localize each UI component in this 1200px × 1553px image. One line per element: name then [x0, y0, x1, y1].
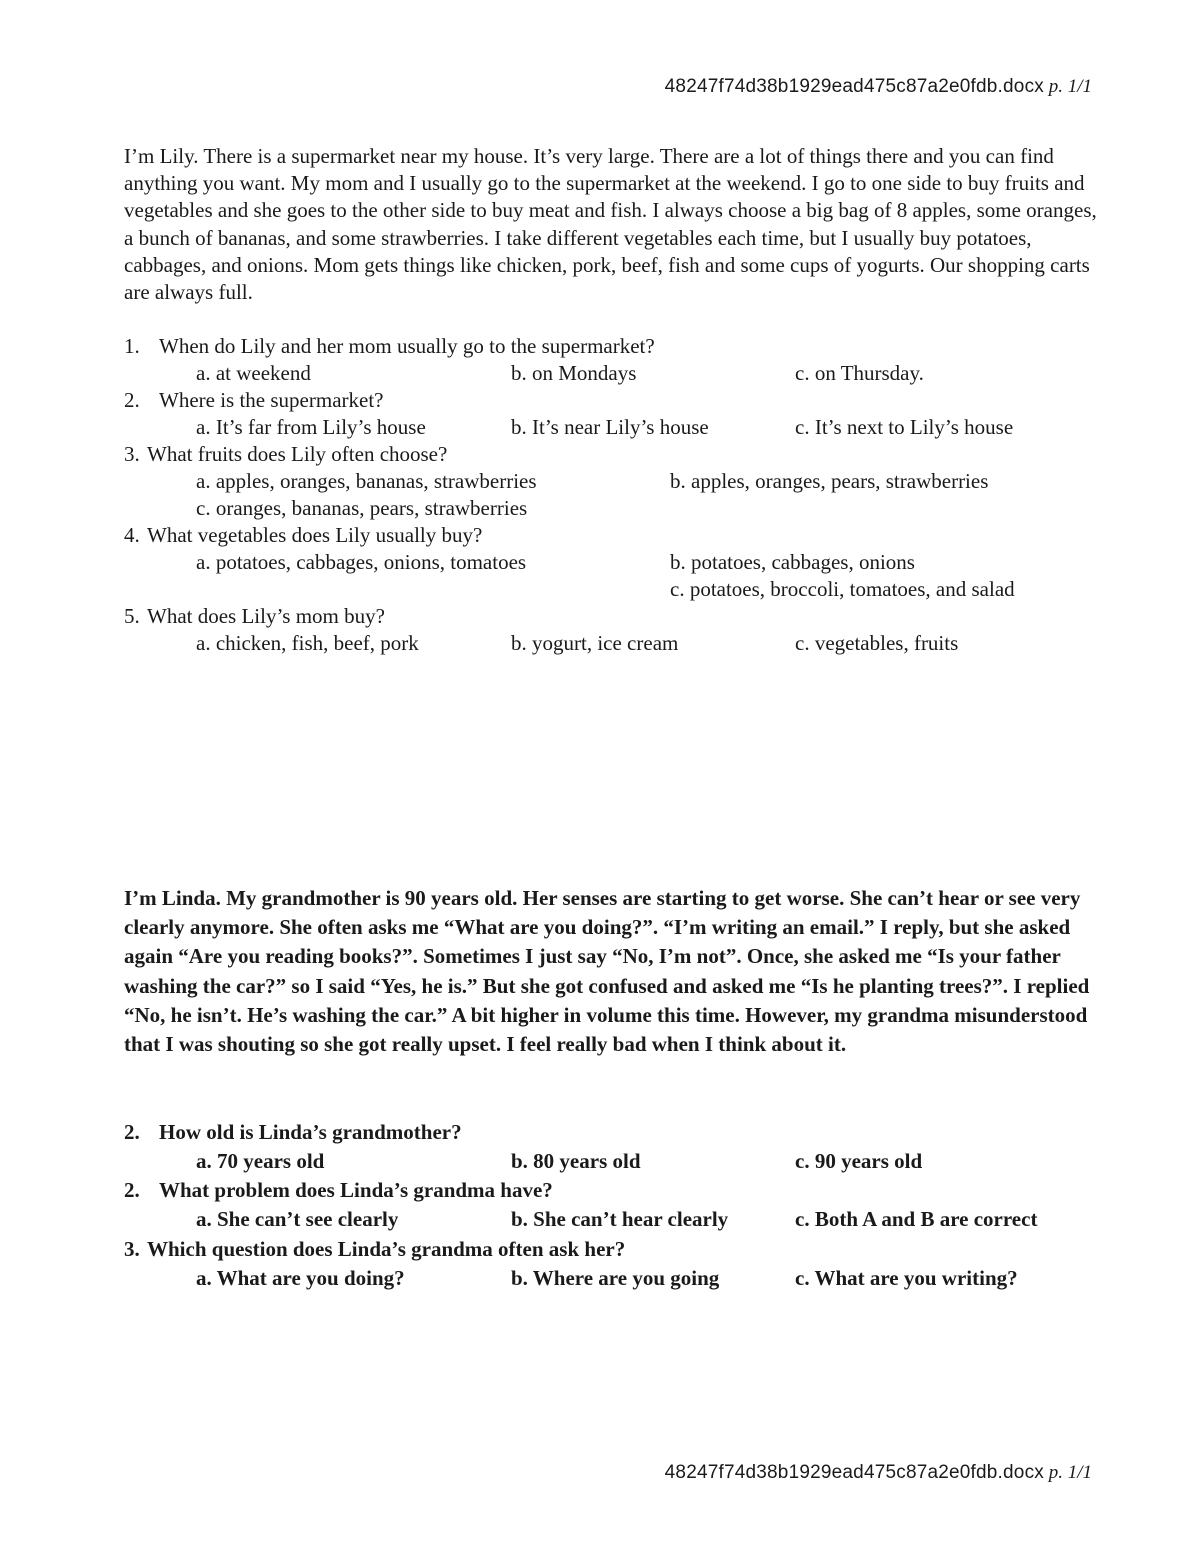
option-b: b. apples, oranges, pears, strawberries	[670, 469, 989, 493]
question-text: What does Lily’s mom buy?	[147, 604, 385, 628]
question-number: 4.	[124, 523, 140, 547]
option-c: c. on Thursday.	[795, 361, 924, 385]
option-a: a. 70 years old	[196, 1149, 325, 1173]
question-4	[124, 523, 482, 548]
question-number: 5.	[124, 604, 140, 628]
option-a: a. potatoes, cabbages, onions, tomatoes	[196, 550, 527, 574]
question-3	[124, 1237, 625, 1262]
option-b: b. 80 years old	[511, 1149, 641, 1173]
option-b: b. It’s near Lily’s house	[511, 415, 709, 439]
page-header	[665, 76, 1092, 98]
option-a: a. apples, oranges, bananas, strawberries	[196, 469, 537, 493]
option-c: c. What are you writing?	[795, 1266, 1018, 1290]
question-text: Which question does Linda’s grandma often ask her?	[147, 1237, 626, 1261]
option-b: b. She can’t hear clearly	[511, 1207, 729, 1231]
question-number: 2.	[124, 1178, 140, 1202]
question-1	[124, 334, 655, 359]
option-a: a. What are you doing?	[196, 1266, 405, 1290]
question-1	[124, 1120, 462, 1145]
header-page-number: p. 1/1	[1048, 76, 1092, 97]
question-text: How old is Linda’s grandmother?	[159, 1120, 462, 1144]
option-c: c. vegetables, fruits	[795, 631, 959, 655]
option-c: c. Both A and B are correct	[795, 1207, 1038, 1231]
question-text: Where is the supermarket?	[159, 388, 384, 412]
question-2	[124, 1178, 553, 1203]
question-text: What vegetables does Lily usually buy?	[147, 523, 483, 547]
question-3	[124, 442, 447, 467]
reading-passage-linda: I’m Linda. My grandmother is 90 years old. Her senses are starting to get worse. She can’t hear or see very clearly anymore. She often asks me “What are you doing?”. “I’m writing an email.” I reply, but she asked again “Are you reading books?”. Sometimes I just say “No, I’m not”. Once, she asked me “Is your father washing the car?” so I said “Yes, he is.” But she got confused and asked me “Is he planting trees?”. I replied “No, he isn’t. He’s washing the car.” A bit higher in volume this time. However, my grandma misunderstood that I was shouting so she got really upset. I feel really bad when I think about it.	[124, 886, 1090, 1057]
reading-passage-lily: I’m Lily. There is a supermarket near my house. It’s very large. There are a lot of things there and you can find anything you want. My mom and I usually go to the supermarket at the weekend. I go to one side to buy fruits and vegetables and she goes to the other side to buy meat and fish. I always choose a big bag of 8 apples, some oranges, a bunch of bananas, and some strawberries. I take different vegetables each time, but I usually buy potatoes, cabbages, and onions. Mom gets things like chicken, pork, beef, fish and some cups of yogurts. Our shopping carts are always full.	[124, 144, 1097, 305]
question-2	[124, 388, 383, 413]
footer-page-number: p. 1/1	[1048, 1462, 1092, 1483]
option-a: a. It’s far from Lily’s house	[196, 415, 426, 439]
question-text: What fruits does Lily often choose?	[147, 442, 448, 466]
option-c: c. 90 years old	[795, 1149, 923, 1173]
option-b: b. potatoes, cabbages, onions	[670, 550, 915, 574]
question-number: 2.	[124, 388, 140, 412]
question-text: When do Lily and her mom usually go to the supermarket?	[159, 334, 655, 358]
question-text: What problem does Linda’s grandma have?	[159, 1178, 553, 1202]
option-b: b. on Mondays	[511, 361, 637, 385]
page-footer	[665, 1462, 1092, 1484]
option-b: b. Where are you going	[511, 1266, 720, 1290]
question-number: 1.	[124, 334, 140, 358]
question-number: 3.	[124, 442, 140, 466]
option-a: a. at weekend	[196, 361, 311, 385]
question-number: 3.	[124, 1237, 140, 1261]
option-c: c. potatoes, broccoli, tomatoes, and salad	[670, 577, 1015, 601]
option-b: b. yogurt, ice cream	[511, 631, 679, 655]
option-a: a. She can’t see clearly	[196, 1207, 399, 1231]
option-c: c. oranges, bananas, pears, strawberries	[196, 496, 528, 520]
option-c: c. It’s next to Lily’s house	[795, 415, 1014, 439]
footer-filename: 48247f74d38b1929ead475c87a2e0fdb.docx	[664, 1462, 1044, 1483]
question-number: 2.	[124, 1120, 140, 1144]
header-filename: 48247f74d38b1929ead475c87a2e0fdb.docx	[664, 76, 1044, 97]
option-a: a. chicken, fish, beef, pork	[196, 631, 419, 655]
question-5	[124, 604, 385, 629]
